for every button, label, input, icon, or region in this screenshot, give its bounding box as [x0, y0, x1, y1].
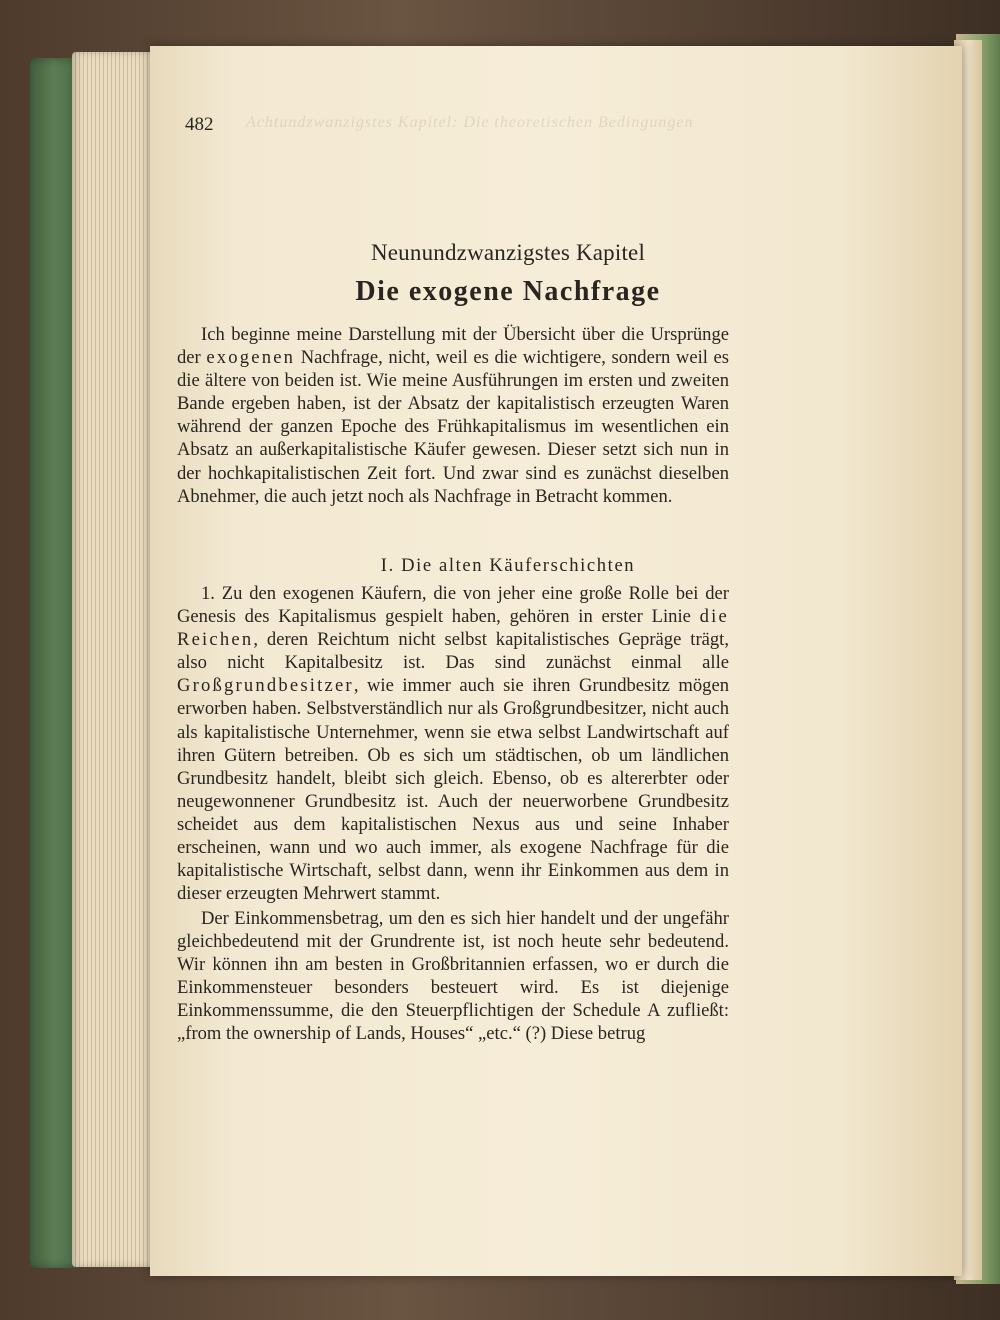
emphasis-die-reichen: die Reichen — [177, 606, 729, 651]
emphasis-exogenen: exogenen — [206, 347, 296, 369]
section-heading-text: I. Die alten Käuferschichten — [380, 555, 636, 576]
paragraph-3 — [177, 907, 729, 1046]
page-number: 482 — [185, 114, 214, 135]
emphasis-grossgrundbesitzer: Großgrundbesitzer — [177, 675, 354, 697]
paragraph-1-part-2: Nachfrage, nicht, weil es die wichtigere, sondern weil es die ältere von beiden ist. Wie meine Ausführungen im ersten und zweiten Bande ergeben haben, ist der Absatz der kapitalistisch erzeugten Waren während der ganzen Epoche des Frühkapitalismus im wesentlichen ein Absatz an außerkapitalistische Käufer gewesen. Dieser setzt sich nun in der hochkapitalistischen Zeit fort. Und zwar sind es zunächst dieselben Abnehmer, die auch jetzt noch als Nachfrage in Betracht kommen. — [177, 347, 729, 507]
paragraph-2-part-1: 1. Zu den exogenen Käufern, die von jeher eine große Rolle bei der Genesis des Kapitalismus gespielt haben, gehören in erster Linie — [177, 583, 729, 628]
paragraph-1 — [177, 323, 729, 508]
paragraph-3-part-2: „from the ownership of Lands, Houses“ „etc.“ (?) Diese betrug — [177, 1023, 646, 1045]
chapter-title: Die exogene Nachfrage — [355, 276, 661, 307]
show-through-running-head: Achtundzwanzigstes Kapitel: Die theoretischen Bedingungen — [246, 114, 694, 131]
paragraph-2-part-2: , deren Reichtum nicht selbst kapitalistisches Gepräge trägt, also nicht Kapitalbesitz ist. Das sind zunächst einmal alle — [177, 629, 729, 674]
section-heading — [150, 555, 866, 577]
page-edges-stack — [72, 52, 162, 1267]
paragraph-1-part-1: Ich beginne meine Darstellung mit der Übersicht über die Ursprünge der — [177, 324, 729, 369]
paragraph-2 — [177, 582, 729, 905]
paragraph-2-part-3: , wie immer auch sie ihren Grundbesitz mögen erworben haben. Selbstverständlich nur als Großgrundbesitzer, nicht auch als kapitalistische Unternehmer, wenn sie etwa selbst Landwirtschaft auf ihren Gütern betreiben. Ob es sich um städtischen, ob um ländlichen Grundbesitz handelt, bleibt sich gleich. Ebenso, ob es altererbter oder neugewonnener Grundbesitz ist. Auch der neuerworbene Grundbesitz scheidet aus dem kapitalistischen Nexus aus und seine Inhaber erscheinen, wann und wo auch immer, als exogene Nachfrage für die kapitalistische Wirtschaft, selbst dann, wenn ihr Einkommen aus dem in dieser erzeugten Mehrwert stammt. — [177, 675, 729, 905]
paragraph-3-part-1: Der Einkommensbetrag, um den es sich hier handelt und der ungefähr gleichbedeutend mit der Grundrente ist, ist noch heute sehr bedeutend. Wir können ihn am besten in Großbritannien erfassen, wo er durch die Einkommensteuer besonders besteuert wird. Es ist diejenige Einkommenssumme, die den Steuerpflichtigen der Schedule A zufließt: — [177, 908, 729, 1022]
chapter-label: Neunundzwanzigstes Kapitel — [370, 240, 646, 265]
